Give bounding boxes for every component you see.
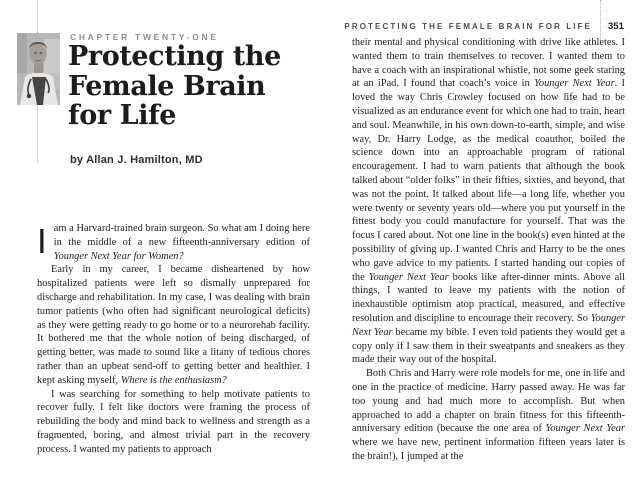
body-text-segment: Both Chris and Harry were role models for me, one in life and one in the practice of medicine. Harry passed away. He was far too young and had much more to accomplish. But when approached to add a chapter on brain fitness for this fifteenth-anniversary edition (because the one area of: [352, 368, 625, 435]
body-text-segment: I was searching for something to help motivate patients to recover fully. I felt like doctors were framing the process of rebuilding the body and mind back to wellness and strength as a fragmented, boring, and almost trivial part in the recovery process. I wanted my patients to approach: [37, 388, 310, 455]
body-paragraph: [37, 263, 310, 387]
drop-cap: I: [37, 222, 47, 261]
body-text-segment: Early in my career, I became disheartened by how hospitalized patients were left so dismally unprepared for discharge and rehabilitation. In my case, I was dealing with brain tumor patients (who often had significant neurological deficits) as they were getting ready to go home or to a neurorehab facility. It bothered me that the whole notion of being discharged, of getting better, was made to sound like a litany of tedious chores rather than an upbeat send-off to getting better and healthier. I kept asking myself,: [37, 264, 310, 386]
body-paragraph: [352, 367, 625, 464]
chapter-title-line-3: for Life: [68, 100, 177, 131]
chapter-title-line-1: Protecting the: [68, 41, 281, 72]
chapter-title: [68, 42, 281, 131]
left-text-column: [37, 222, 310, 457]
running-header: PROTECTING THE FEMALE BRAIN FOR LIFE: [344, 22, 592, 31]
book-title-italic: Younger Next Year: [545, 423, 625, 435]
book-title-italic: Younger Next Year: [534, 78, 615, 90]
body-text-segment: their mental and physical conditioning with drive like athletes. I wanted them to train themselves to recover. I wanted them to have a coach with an inspirational whistle, not some geek staring at an iPad. I found that coach’s voice in: [352, 37, 625, 90]
author-photo: [17, 33, 60, 105]
page-number: 351: [608, 21, 624, 32]
book-title-italic: Younger Next Year: [352, 312, 625, 338]
body-paragraph: [352, 36, 625, 367]
book-title-italic: Younger Next Year for Women?: [53, 250, 184, 262]
body-text-segment: am a Harvard-trained brain surgeon. So what am I doing here in the middle of a new fifteenth-anniversary edition of: [53, 223, 310, 248]
book-title-italic: Where is the enthusiasm?: [120, 374, 227, 386]
body-text-segment: became my bible. I even told patients they would get a copy only if I saw them in their sweatpants and sneakers as they made their way out of the hospital.: [352, 326, 625, 366]
body-paragraph: [37, 388, 310, 457]
right-text-column: [352, 36, 625, 464]
body-text-segment: . I loved the way Chris Crowley focused on how life had to be visualized as an endurance event for which one had to train, heart and soul. Meanwhile, in his own down-to-earth, simple, and wise way, Dr. Harry Lodge, as the medical coauthor, boiled the science down into an approachable program of rational encouragement. I had to warn patients that although the book talked about “older folks” in their fifties, sixties, and beyond, that was not the point. It talked about life—a long life, whether you were twenty or seventy years old—where you put yourself in the fittest body you could manufacture for yourself. That was the focus I cared about. Not one line in the book(s) even hinted at the possibility of giving up. I wanted Chris and Harry to be the ones who gave advice to my patients. I started handing out copies of the: [352, 78, 625, 283]
body-text-segment: where we have new, pertinent information fifteen years later is the brain!), I jumped at the: [352, 437, 625, 462]
body-paragraph: [37, 222, 310, 263]
byline: by Allan J. Hamilton, MD: [70, 154, 203, 166]
chapter-label: CHAPTER TWENTY-ONE: [70, 32, 219, 42]
book-title-italic: Younger Next Year: [368, 271, 449, 283]
chapter-title-line-2: Female Brain: [68, 70, 266, 102]
body-text-segment: books like after-dinner mints. Above all things, I wanted to leave my patients with the notion of inexhaustible optimism atop practical, measured, and effective resolution and discipline to encourage their recovery. So: [352, 271, 625, 324]
